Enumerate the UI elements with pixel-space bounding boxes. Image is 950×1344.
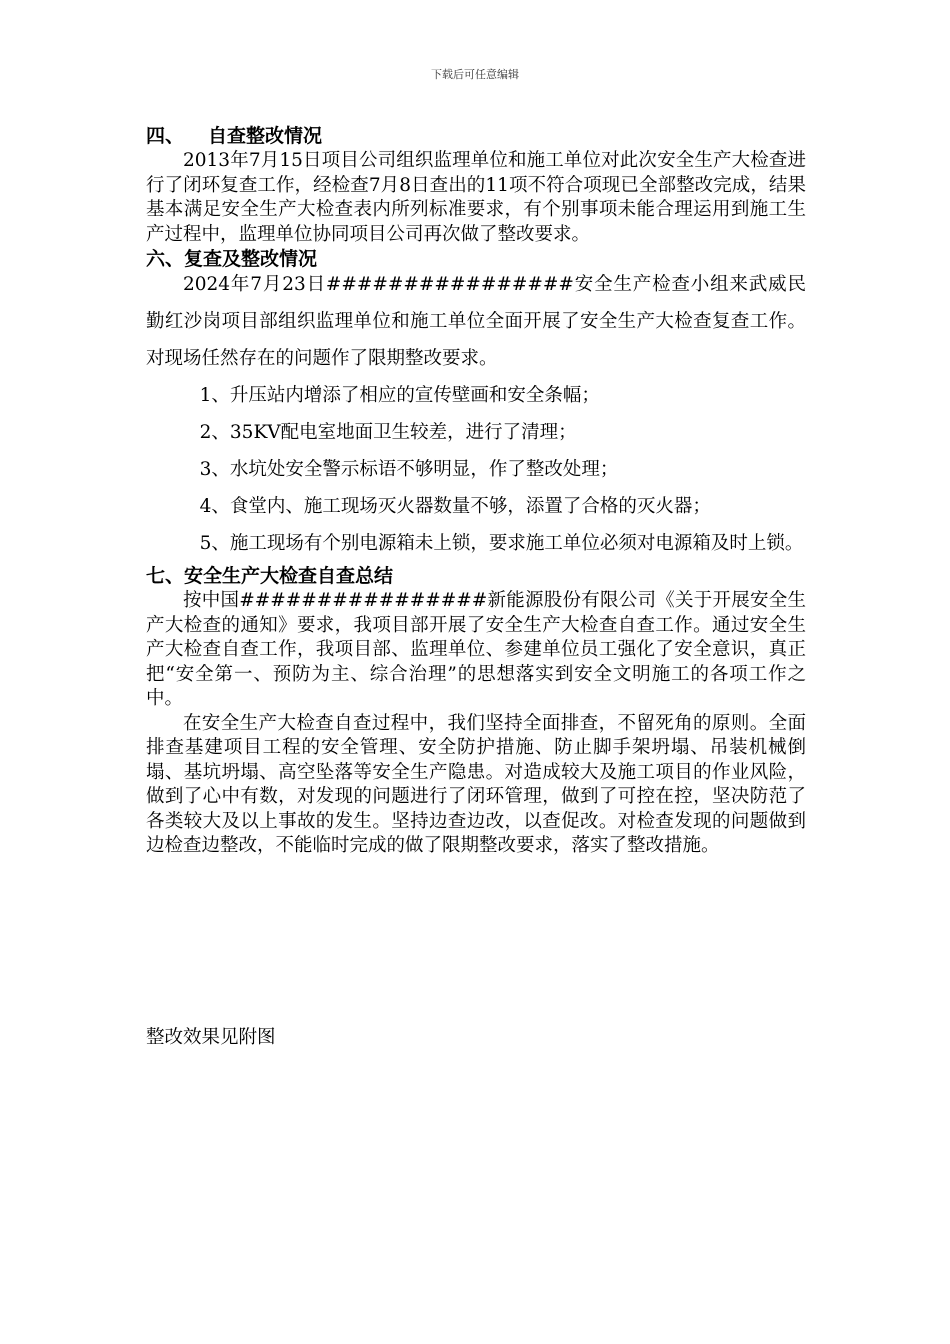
section-title: 复查及整改情况: [184, 248, 318, 270]
list-item: 4、食堂内、施工现场灭火器数量不够，添置了合格的灭火器；: [199, 496, 711, 517]
section-title: 安全生产大检查自查总结: [184, 565, 394, 587]
section-heading-7: [146, 564, 806, 589]
list-item: 5、施工现场有个别电源箱未上锁，要求施工单位必须对电源箱及时上锁。: [199, 533, 804, 554]
section-title: 自查整改情况: [208, 125, 323, 147]
list-item: 3、水坑处安全警示标语不够明显，作了整改处理；: [199, 459, 619, 480]
list-item: 2、35KV配电室地面卫生较差，进行了清理；: [199, 422, 577, 443]
list-item: 1、升压站内增添了相应的宣传壁画和安全条幅；: [199, 385, 600, 406]
closing-note: 整改效果见附图: [146, 1027, 276, 1048]
section-number: 四、: [146, 125, 185, 147]
document-body: [146, 124, 806, 859]
section-paragraph: 2024年7月23日################安全生产检查小组来武威民勤红沙岗项目部组织监理单位和施工单位全面开展了安全生产大检查复查工作。对现场任然存在的问题作了限期整改要求。: [146, 274, 806, 369]
section-paragraph: 在安全生产大检查自查过程中，我们坚持全面排查，不留死角的原则。全面排查基建项目工程的安全管理、安全防护措施、防止脚手架坍塌、吊装机械倒塌、基坑坍塌、高空坠落等安全生产隐患。对造成较大及施工项目的作业风险，做到了心中有数，对发现的问题进行了闭环管理，做到了可控在控，坚决防范了各类较大及以上事故的发生。坚持边查边改，以查促改。对检查发现的问题做到边检查边整改，不能临时完成的做了限期整改要求，落实了整改措施。: [146, 712, 806, 856]
section-number: 六、: [146, 248, 185, 270]
page-header-note: 下载后可任意编辑: [431, 68, 519, 81]
section-heading-4: [146, 124, 806, 149]
section-paragraph: 按中国################新能源股份有限公司《关于开展安全生产大检查的通知》要求，我项目部开展了安全生产大检查自查工作。通过安全生产大检查自查工作，我项目部、监理单位、参建单位员工强化了安全意识，真正把“安全第一、预防为主、综合治理”的思想落实到安全文明施工的各项工作之中。: [146, 590, 806, 709]
section-paragraph: 2013年7月15日项目公司组织监理单位和施工单位对此次安全生产大检查进行了闭环复查工作，经检查7月8日查出的11项不符合项现已全部整改完成，结果基本满足安全生产大检查表内所列标准要求，有个别事项未能合理运用到施工生产过程中，监理单位协同项目公司再次做了整改要求。: [146, 150, 806, 245]
section-number: 七、: [146, 565, 185, 587]
